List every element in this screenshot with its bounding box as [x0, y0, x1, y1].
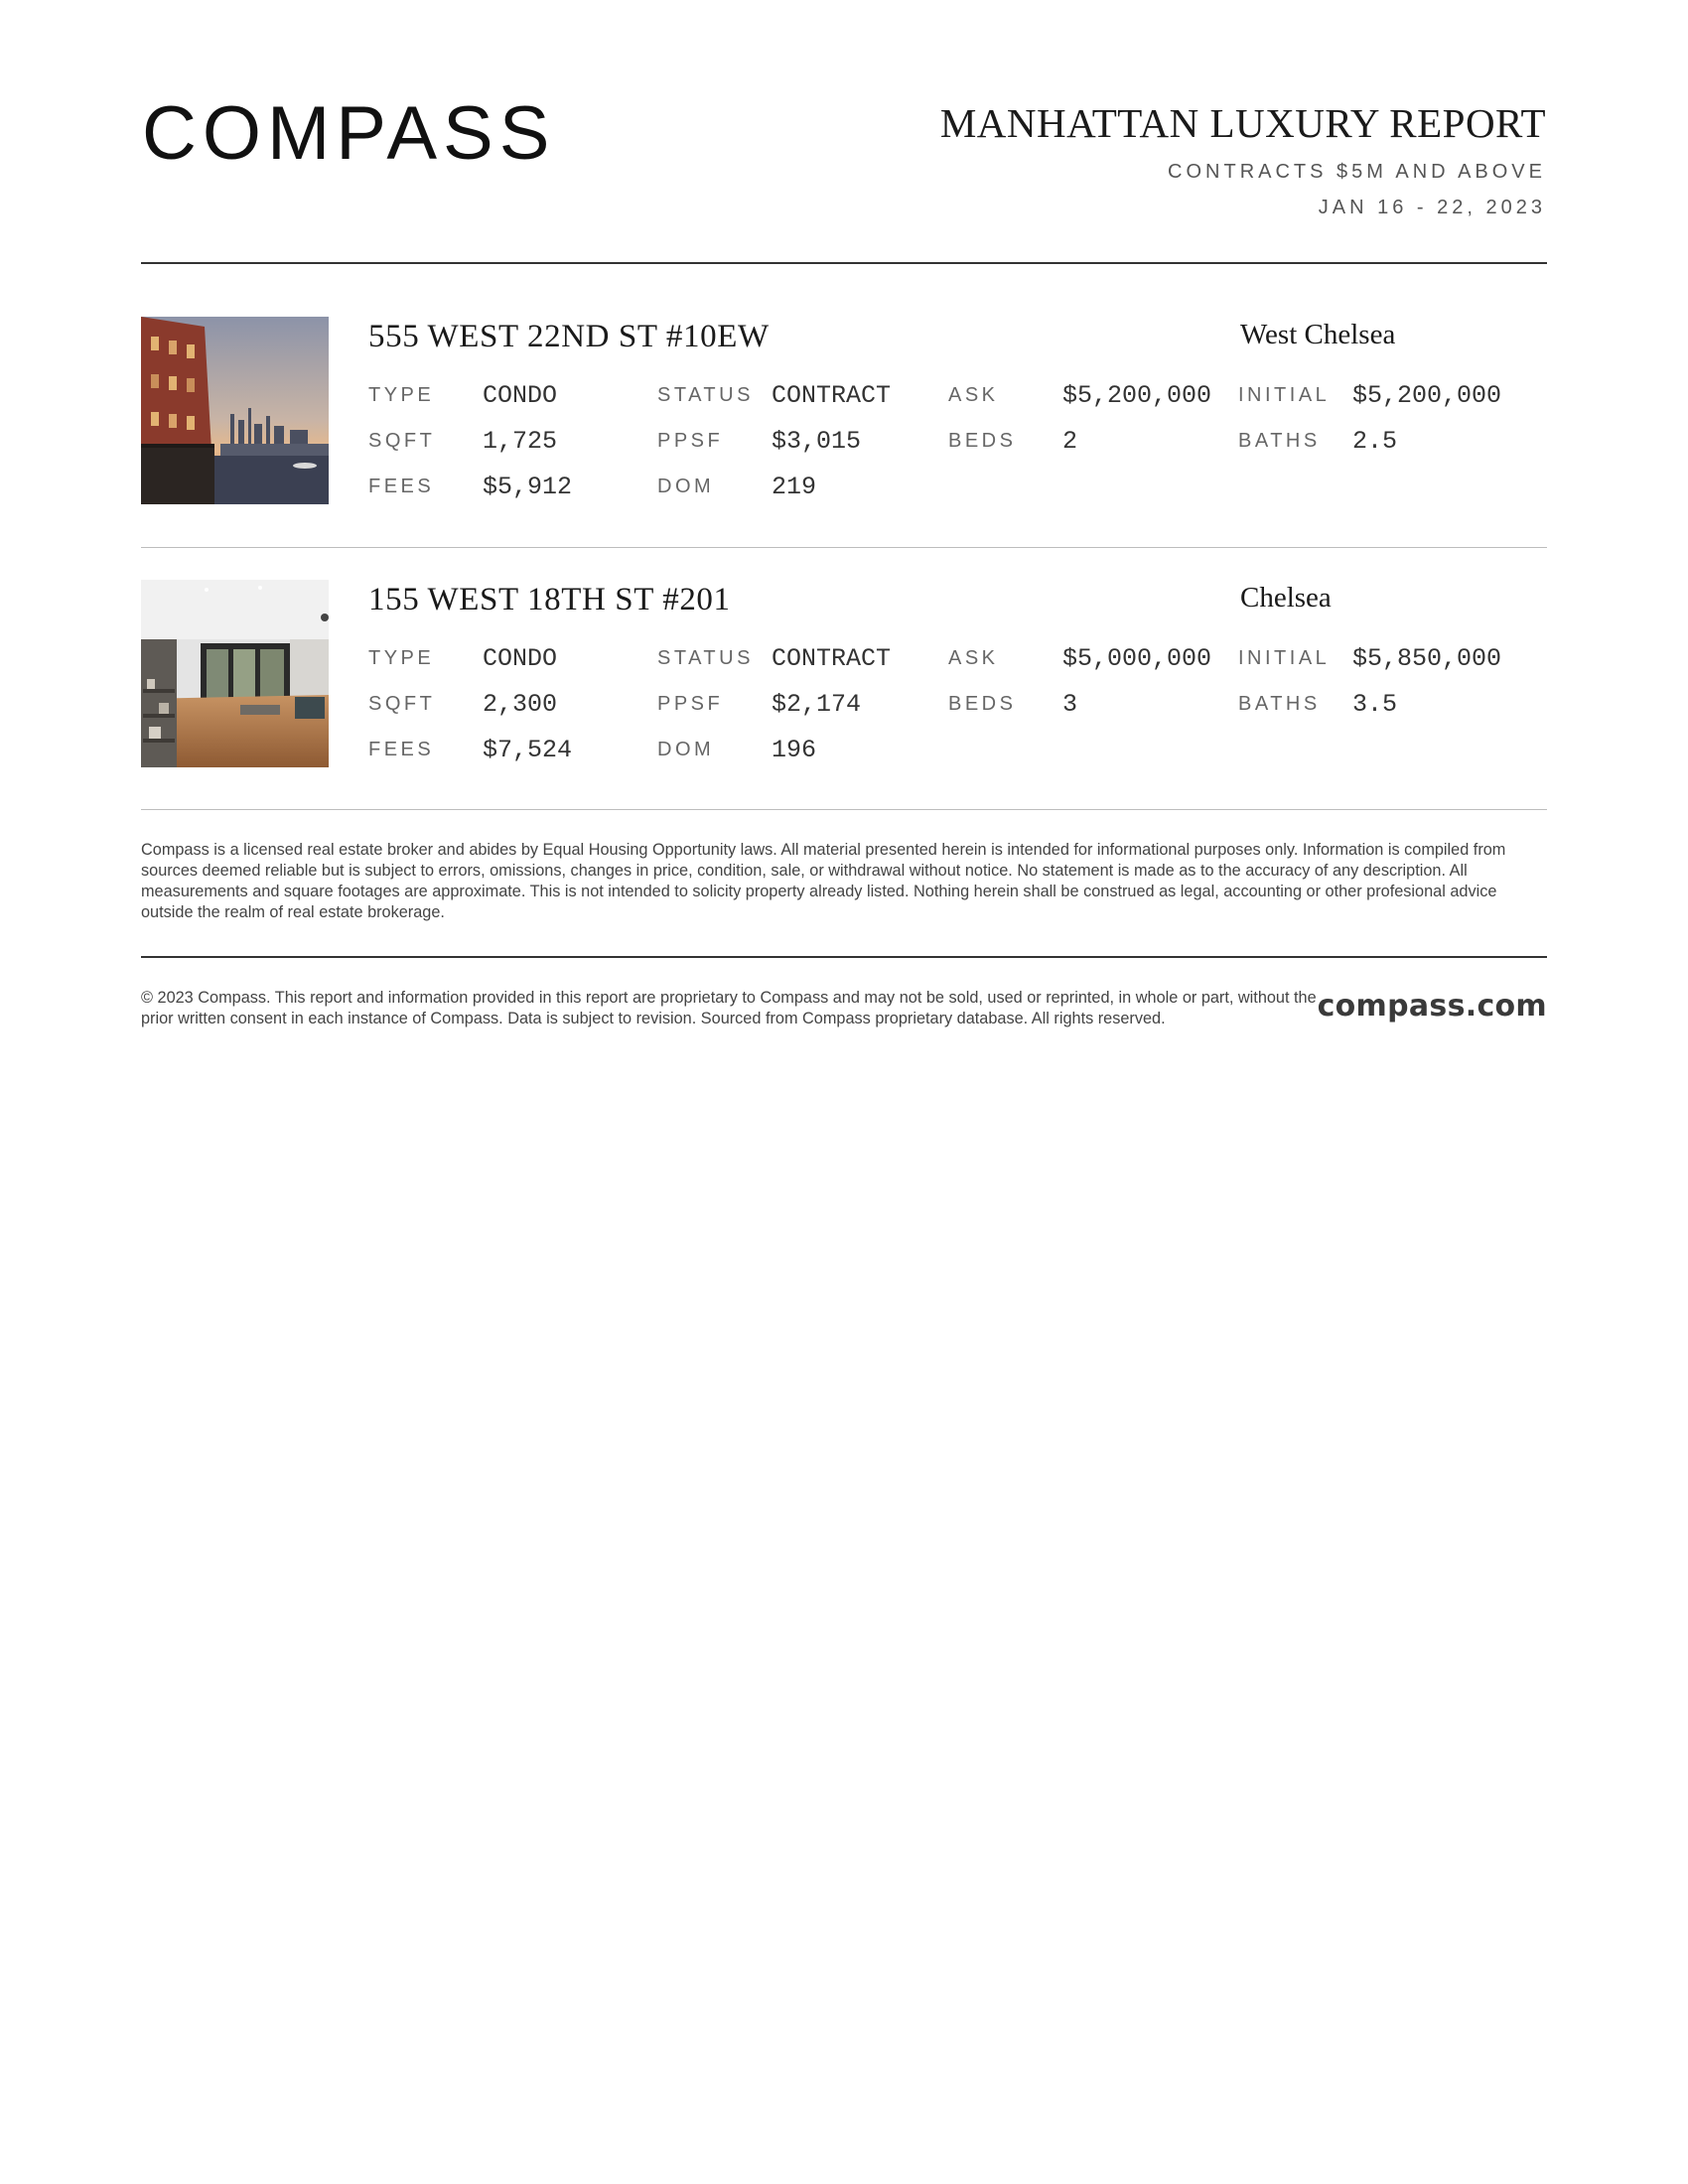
initial-value: $5,200,000 [1352, 381, 1502, 410]
fees-label: FEES [368, 739, 435, 760]
listing-address: 155 WEST 18TH ST #201 [368, 582, 731, 617]
initial-label: INITIAL [1238, 384, 1331, 406]
dom-value: 219 [772, 473, 817, 501]
status-value: CONTRACT [772, 644, 892, 673]
svg-text:COMPASS: COMPASS [142, 97, 556, 169]
sqft-label: SQFT [368, 693, 436, 715]
listing-divider [141, 547, 1547, 548]
beds-label: BEDS [948, 693, 1017, 715]
copyright-notice: © 2023 Compass. This report and information provided in this report are proprietary to Compass and may not be sold, used or reprinted, in whole or part, without the prior written consent in each instance of Compass. Data is subject to revision. Sourced from Compass proprietary database. All rights reserved. [141, 989, 1317, 1027]
beds-value: 2 [1062, 427, 1078, 456]
dom-label: DOM [657, 476, 715, 497]
fees-value: $5,912 [483, 473, 573, 501]
report-subtitle: CONTRACTS $5M AND ABOVE [1168, 161, 1546, 183]
fees-label: FEES [368, 476, 435, 497]
dom-label: DOM [657, 739, 715, 760]
type-value: CONDO [483, 381, 558, 410]
beds-value: 3 [1062, 690, 1078, 719]
beds-label: BEDS [948, 430, 1017, 452]
type-label: TYPE [368, 384, 435, 406]
ppsf-value: $2,174 [772, 690, 862, 719]
listing-row [141, 580, 1547, 768]
header-divider [141, 262, 1547, 264]
compass-logo [142, 97, 569, 169]
status-value: CONTRACT [772, 381, 892, 410]
dom-value: 196 [772, 736, 817, 764]
status-label: STATUS [657, 647, 754, 669]
living-room-interior-photo [141, 580, 329, 767]
footer-divider [141, 956, 1547, 958]
baths-value: 3.5 [1352, 690, 1398, 719]
baths-label: BATHS [1238, 430, 1321, 452]
type-value: CONDO [483, 644, 558, 673]
site-link[interactable]: compass.com [1317, 989, 1547, 1024]
ppsf-label: PPSF [657, 693, 724, 715]
report-header [940, 97, 1546, 220]
ask-value: $5,000,000 [1062, 644, 1212, 673]
listing-address: 555 WEST 22ND ST #10EW [368, 319, 770, 354]
report-date-range: JAN 16 - 22, 2023 [1318, 197, 1546, 218]
baths-value: 2.5 [1352, 427, 1398, 456]
ask-label: ASK [948, 384, 999, 406]
sqft-value: 1,725 [483, 427, 558, 456]
sqft-label: SQFT [368, 430, 436, 452]
sqft-value: 2,300 [483, 690, 558, 719]
listing-row [141, 317, 1547, 505]
listing-neighborhood: West Chelsea [1240, 319, 1396, 350]
legal-disclaimer: Compass is a licensed real estate broker and abides by Equal Housing Opportunity laws. All material presented herein is intended for informational purposes only. Information is compiled from sources deemed reliable but is subject to errors, omissions, changes in price, condition, sale, or withdrawal without notice. No statement is made as to the accuracy of any description. All measurements and square footages are approximate. This is not intended to solicity property already listed. Nothing herein shall be construed as legal, accounting or other profesional advice outside the realm of real estate brokerage. [141, 841, 1506, 921]
report-title: MANHATTAN LUXURY REPORT [939, 100, 1546, 146]
building-river-sunset-photo [141, 317, 329, 504]
initial-label: INITIAL [1238, 647, 1331, 669]
ppsf-value: $3,015 [772, 427, 862, 456]
ppsf-label: PPSF [657, 430, 724, 452]
baths-label: BATHS [1238, 693, 1321, 715]
type-label: TYPE [368, 647, 435, 669]
ask-label: ASK [948, 647, 999, 669]
initial-value: $5,850,000 [1352, 644, 1502, 673]
fees-value: $7,524 [483, 736, 573, 764]
status-label: STATUS [657, 384, 754, 406]
listing-divider [141, 809, 1547, 810]
listing-neighborhood: Chelsea [1240, 582, 1332, 614]
ask-value: $5,200,000 [1062, 381, 1212, 410]
